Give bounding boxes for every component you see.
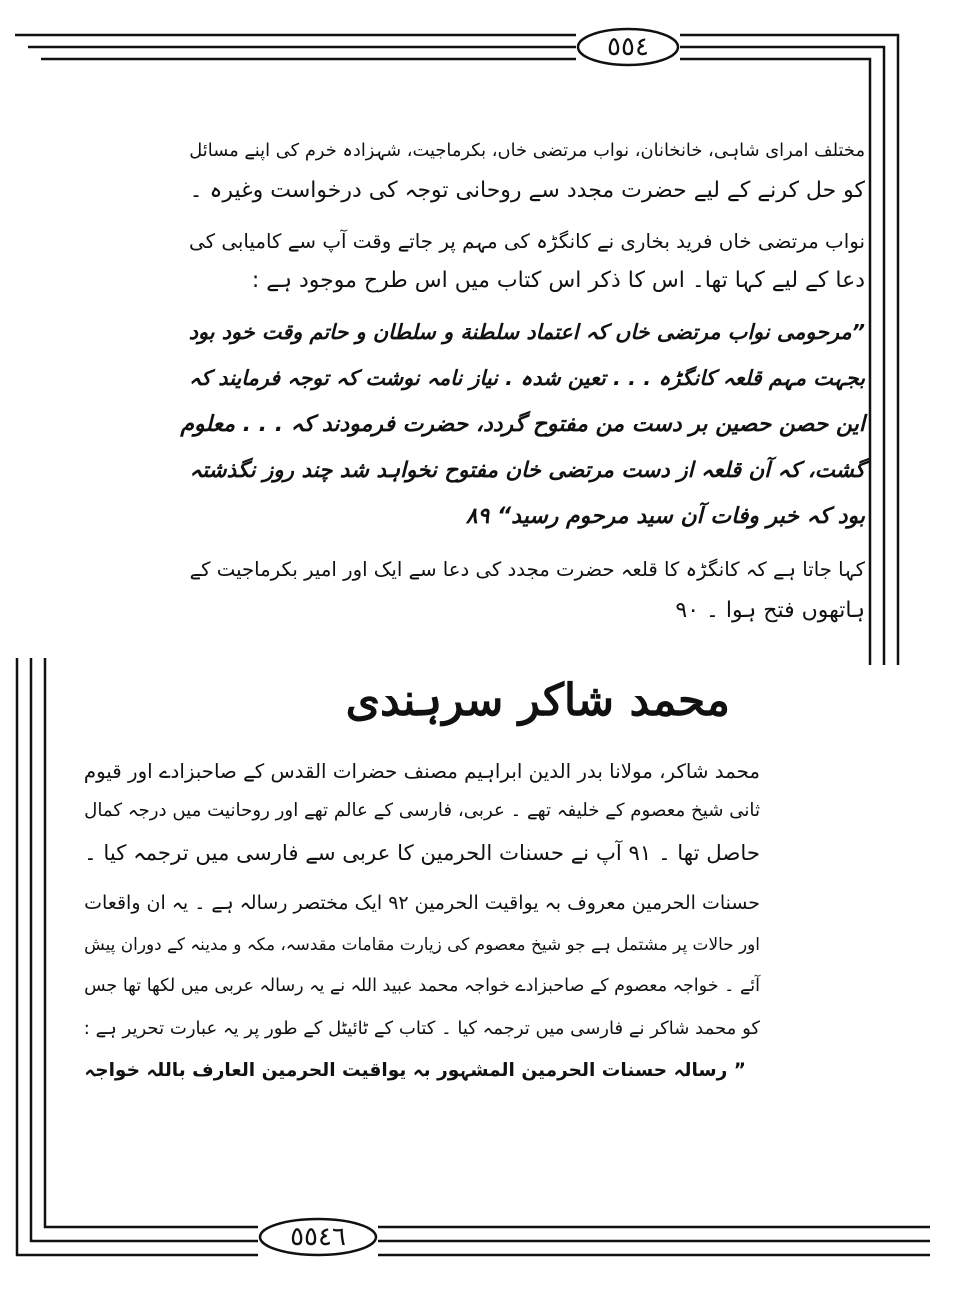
text-line: ثانی شیخ معصوم کے خلیفہ تھے ۔ عربی، فارسی کے عالم تھے اور روحانیت میں درجہ کمال — [84, 800, 760, 821]
text-line: کہا جاتا ہے کہ کانگڑہ کا قلعہ حضرت مجدد کی دعا سے ایک اور امیر بکرماجیت کے — [189, 558, 865, 581]
text-line: کو حل کرنے کے لیے حضرت مجدد سے روحانی توجہ کی درخواست وغیرہ ۔ — [189, 178, 865, 203]
text-line: محمد شاکر، مولانا بدر الدین ابراہیم مصنف حضرات القدس کے صاحبزادے اور قیوم — [83, 760, 760, 783]
section-heading: محمد شاکر سرہندی — [345, 675, 730, 726]
quote-line: بجہت مہم قلعہ کانگڑہ . . . تعین شدہ . نیاز نامہ نوشت کہ توجہ فرمایند کہ — [189, 366, 865, 390]
lower-section — [70, 760, 760, 1160]
text-line: دعا کے لیے کہا تھا۔ اس کا ذکر اس کتاب میں اس طرح موجود ہے : — [251, 268, 865, 293]
text-line: حسنات الحرمین معروف بہ یواقیت الحرمین ۹۲ ایک مختصر رسالہ ہے ۔ یہ ان واقعات — [84, 892, 760, 914]
text-line: اور حالات پر مشتمل ہے جو شیخ معصوم کی زیارت مقامات مقدسہ، مکہ و مدینہ کے دوران پیش — [84, 934, 760, 954]
text-line: ہاتھوں فتح ہوا ۔ ۹۰ — [675, 598, 865, 623]
quote-line: این حصن حصین بر دست من مفتوح گردد، حضرت فرمودند کہ . . . معلوم — [180, 412, 865, 437]
text-line: آئے ۔ خواجہ معصوم کے صاحبزادے خواجہ محمد عبید اللہ نے یہ رسالہ عربی میں لکھا تھا جس — [84, 976, 760, 996]
text-line: نواب مرتضی خاں فرید بخاری نے کانگڑہ کی مہم پر جاتے وقت آپ سے کامیابی کی — [189, 230, 865, 253]
bottom-page-number: ٥٥٤٦ — [290, 1222, 346, 1252]
text-line: حاصل تھا ۔ ۹۱ آپ نے حسنات الحرمین کا عربی سے فارسی میں ترجمہ کیا ۔ — [84, 841, 760, 866]
bottom-page-number-oval — [258, 1217, 378, 1257]
quote-line: ” رسالہ حسنات الحرمین المشہور بہ یواقیت الحرمین العارف باللہ خواجہ — [84, 1060, 746, 1081]
upper-section — [175, 140, 865, 650]
top-page-number-oval — [576, 27, 680, 67]
text-line: کو محمد شاکر نے فارسی میں ترجمہ کیا ۔ کتاب کے ٹائیٹل کے طور پر یہ عبارت تحریر ہے : — [83, 1018, 760, 1039]
quote-line: بود کہ خبر وفات آن سید مرحوم رسید“ ۸۹ — [465, 504, 865, 529]
text-line: مختلف امرای شاہی، خانخانان، نواب مرتضی خاں، بکرماجیت، شہزادہ خرم کی اپنے مسائل — [189, 140, 865, 161]
quote-line: گشت، کہ آن قلعہ از دست مرتضی خان مفتوح نخواہد شد چند روز نگذشتہ — [189, 458, 865, 483]
quote-line: ”مرحومی نواب مرتضی خاں کہ اعتماد سلطنة و سلطان و حاتم وقت خود بود — [188, 320, 865, 344]
top-page-number: ٥٥٤ — [607, 32, 649, 62]
